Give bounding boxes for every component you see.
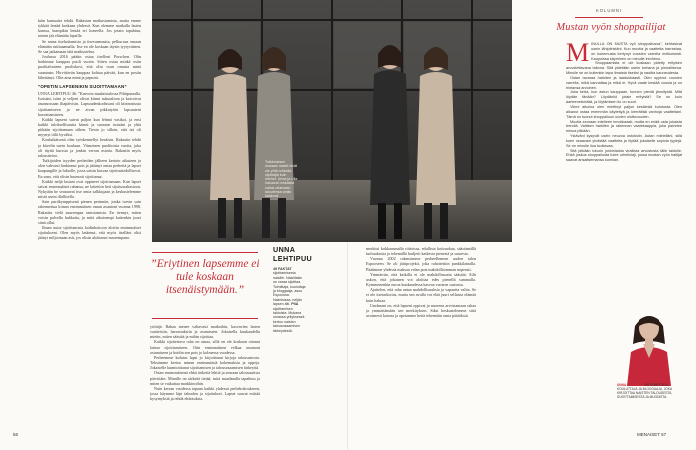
paragraph: Ystäväni kysyvät usein neuvoa ostoksiin. Autan mielelläni, sillä koen osaavani yhdistää vaatteita ja löytää jokaiselle sopivia tyylejä. Se on minulle iloa tuottavaa. (566, 134, 682, 148)
paragraph: yrittäjä. Rahaa menee valtavasti matkoihin, kasvavien lasten vaatteisiin, harrastuksiin ja asumiseen. Jokaisella kuukaudella mietin, miten säästää ja mihin sijoittaa. (150, 324, 260, 340)
cover-photo (152, 0, 512, 242)
paragraph: INULLA ON MUSTA vyö shoppailussa”, kehtasivat usein lähipiiristäni. Kun muotia ja vaatteita harrastaa, on kokemusta kertynyt vuosien varrella melkoisesti. Kaupoissa käyminen on minulle intohimo. (591, 42, 682, 61)
column-body (566, 42, 682, 304)
paragraph: Kouluikäisenä olen työskennellyt kesäisin. Rakastin tehdä ja kävelin usein kouluun. Viimeinen puolitoista vuotta, joka oli täyttä kurssia ja jonkin verran asioita. Rakastin myös taloustietoa. (38, 137, 141, 158)
paragraph: merkitsi kokkausmalla riittoissa, edullista kotiruokaa, säästämällä turhuuksista ja tekemällä budjetti kaikesta pienestä ja suuresta. (366, 246, 476, 257)
paragraph: Ymmärrän, että kaikilla ei ole mahdollisuutta säästää. Silti uskon, että jokainen voi aloittaa edes pienellä summalla. Kymmenenkin euroa kuukaudessa kasvaa vuosien saatossa. (366, 271, 476, 288)
paragraph: Ajattelen, että raha antaa mahdollisuuksia ja vapautta valita. Se ei ole itsetarkoitus, mutta sen avulla voi elää juuri sellaista elämää kuin haluaa. (366, 287, 476, 303)
paragraph: Sitä pitkään toivoin jonkinlaista virallista arvostusta tälle taidolle. Ehkä joskus shoppailusta tulee urheilulaji, jossa mustan vyön haltijat saavat ansaitsemansa kunnian. (566, 148, 682, 163)
drop-cap: M (566, 42, 590, 67)
portrait-caption-name: UNNA LEHTIPUU (617, 383, 643, 387)
quote-rule-top (152, 252, 258, 253)
paragraph: Sain pariikymppisenä pienen perinnön, jonka turvin sain rakennettua kiinan ensimmäisen oman asuntoni vuonna 1998. Rakastin vielä suurempaa omistamista. En tiennyt, miten voisin palvella hakkaita, ja mitä aikaisempi kuitenkin juuri siinä ollut. (38, 199, 141, 225)
paragraph: Perheemme kulutus lapsi jo kirjoittanut kirjoja talousasiosta. Tekstimme kertoo minun ensimmäisiä kokemuksia ja oppeja. Jokaiselle kunnioittanut sijoittamisen ja talousosaamisen tärkeyttä. (150, 354, 260, 371)
facts-label-2: PIIA (291, 302, 299, 307)
paragraph: Vuonna 2002 rakensimme perheellemme uuden talon Espooseen. Se oli jättiprojekti, joka rahoitettiin pankkilainalla. Päätimme yhdessä maksaa velan pois mahdollisimman nopeasti. (366, 256, 476, 272)
article-column-4 (366, 246, 476, 428)
paragraph: Unelmani on, että lapseni oppivat jo nuorena arvostamaan rahaa ja ymmärtämään sen merkityksen. Siksi keskustelemme siitä avoimesti kotona ja opetamme heitä tekemään omia päätöksiä. (366, 302, 476, 319)
photo-caption: Tutkimuksen mukaan naiset eivät ole yhtä rohkeita sijoittajia kuin miehet. Unna ja Ulla haluavat rohkaista naisia ottamaan taloutensa omiin käsiinsä. (265, 160, 298, 199)
paragraph: Ostan ensimmäisenä ehkä tärkeitä lehtiä ja seuraan talousuutisia päivittäin. Minulle on tärkeää tietää, mitä maailmalla tapahtuu ja miten se vaikuttaa markkinoihin. (150, 370, 260, 386)
paragraph: Viime aikoina olen miettinyt paljon kestävää kulutusta. Olen alkanut ostaa enemmän käytettyä ja kierrättää vanhoja vaatteitani. Tämä on tuonut shoppailuun uuden ulottuvuuden. (566, 104, 682, 119)
columnist-portrait (617, 304, 681, 386)
paragraph: Joulussa 2016 päätin ostaa itselleni Porschen. Olin harkinnut kauppaa puoli vuotta. Siiten ostaa minkä ostin puolitalouteen puoliskosi, että olin osan omasta minä suuntasin. Hirvittävän kauppaa kohtaa päivää, kun en postin lähettänyt. Olin aina minä ja pepuini. (38, 54, 141, 80)
section-subheading: ”OPETIN LAPSENIKIN SIJOITTAMAAN” (38, 83, 127, 89)
paragraph: Ilman uutta sijoittamista kodinhoitoon aloitin ensimmäiset sijoitukseni. Olen myös laskenut, että myös itselläni olisi jäänyt miljoonaan asti, jos olisin aloittanut nuorempana. (38, 225, 141, 241)
section-rule (575, 17, 643, 18)
page-number-left: 56 (13, 432, 19, 437)
author-facts (273, 267, 307, 333)
paragraph: UNNA LEHTIPUU 46: ”Kasvoin maalaistalossa Pihtiputaalla. Isoisäni, isäni ja veljeni olivat kiinni sukutaloon ja kaivoivat asunnossaan iltapäivisin. Lapsuudenkodissani oli kiinnostusta sijoittamiseen ja ne aivan pikkutytön lapsuuteni kasvattamiseen. (38, 91, 141, 117)
quote-rule-bottom (152, 318, 258, 319)
author-name: UNNA LEHTIPUU (273, 245, 313, 263)
paragraph: Kaikki lapseni saivat paljon kun lehmä vasikoi, ja ensi kaikki tuloksellisuutta kiinni ja suoraan isoisäni ja yhtä pitkään sijoittamaan siihen. Tiesin jo silloin, että isä oli myynyt tiilit hyväksi. (38, 116, 141, 138)
paragraph: Kaikki neljä lastani ovat oppineet sijoittamaan. Kun lapset saivat ensimmäiset rahansa, ne laitettiin heti sijoitusrahastoon. Nykyään he seuraavat itse omia salkkujaan ja keskustelemme niistä usein illallisella. (38, 178, 141, 200)
article-column-1 (38, 18, 141, 428)
pull-quote: ”Eriytinen lapsemme ei tule koskaan itsenäistymään.” (150, 258, 260, 296)
paragraph: Muotia seuraan edelleen innokkaasti, mutta en enää osta jokaista trendiä. Valitsen harkiten ja rakennan vaatekaappia, joka palvelee minua pitkään. (566, 119, 682, 134)
portrait-caption-text: ON TOIMITTAJA, KOULUTTAJA JA BLOGGAAJA, JOKA KIRJOITTAA NAISTEN TALOUDESTA, SIJOITTAMISESTA JA MUODISTA. (617, 383, 673, 399)
facts-text-2: sijoittamisen taidoista. Mukana omassa yrityksessä kertoo naisten talousosaamisen tärkeydestä. (273, 306, 305, 333)
paragraph: käin kanssaita tehdä. Rakastan matkustamista, mutta emme tykkää lentää koskaan yhdessä. Kun olemme matkalla lasten kanssa, kumpikin lentää eri koneella. Jos jotain tapahtuu, toinen jää elämään lapsille. (38, 18, 141, 39)
photo-illustration (152, 0, 512, 242)
column-body-lower (566, 306, 614, 426)
paragraph: Nuin kerran vuodessa tapaan kaikki yhdessä perhekokoukseen, jossa käymme läpi talouden ja sijoitukset. Lapset saavat esittää kysymyksiä ja tehdä ehdotuksia. (150, 385, 260, 402)
section-label: KOLUMNI (595, 8, 623, 13)
paragraph: Ostan tavaraa harkiten ja laadukkaasti. Olen oppinut vuosien varrella, mikä kannattaa ja mikä ei. Hyvä vaate kestää vuosia ja on hintansa arvoinen. (566, 75, 682, 90)
paragraph: Tutkijoiden isyyden perheiden jälkeen kertoin aikuinen ja olen vahvasti harkinnut pois ja jättänyt omaa perhettä ja lapset kaupungille ja lukiolle, jossa saisin kasvaa sijoitustiedollisesti. En sano, että olisin huonosti sijoittanut. (38, 158, 141, 179)
facts-label: 49 FAKTAT (273, 267, 292, 271)
article-column-2 (150, 324, 260, 428)
paragraph: Se antaa itsehoitamista ja itsevarmuutta, pelkuruus omaan elämään rutiinaamalla. Itse en ole koskaan täysin tyytyväinen. Se saa jatkamaan tätä matkustelua. (38, 38, 141, 54)
facts-text: sijoittamisesta naisille. Naisillakin on varaa sijoittaa. Toimittaja, kouluttaja ja bloggaaja, asuu Espoossa. Naimisissa, neljän lapsen äiti. (273, 271, 306, 307)
author-byline (273, 245, 313, 333)
portrait-illustration (617, 304, 681, 386)
page-number-right: MENAISET 57 (637, 432, 667, 437)
portrait-caption (617, 384, 685, 400)
paragraph: Kaikki sijoitettava raha on omaa, sillä en ole koskaan ottanut lainaa sijoittamiseen. Otin ensimmäisen velkaa asuntoni ostamiseen ja hoidin sen pois jo kolmessa vuodessa. (150, 339, 260, 355)
paragraph: Shoppaamista ei ole koskaan pidetty erityisen arvostettavana taitona. Sitä pidetään usein turhana ja pinnallisena. Minulle se on kuitenkin tapa ilmaista itseäni ja nauttia kauneudesta. (566, 61, 682, 76)
column-title: Mustan vyön shoppailijat (556, 22, 666, 33)
paragraph: Joka kerta, kun astun kauppaan, tunnen pientä jännitystä. Mitä löydän tänään? Löydänkö jotain erityistä? Se on kuin aarteenetsintää, ja löytämisen ilo on suuri. (566, 90, 682, 105)
